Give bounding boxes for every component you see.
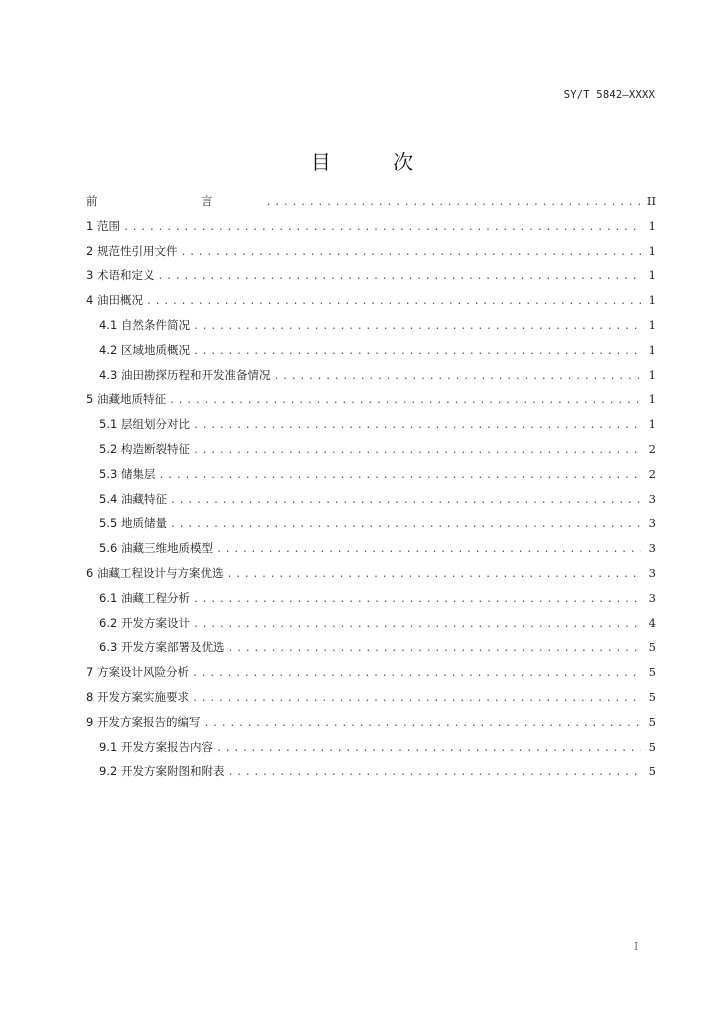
toc-entry-label: 6.2 开发方案设计 — [99, 615, 190, 630]
toc-dot-leader — [193, 344, 641, 360]
toc-entry-page: 1 — [648, 268, 656, 283]
toc-dot-leader — [193, 418, 641, 434]
toc-entry-page: 1 — [648, 367, 656, 382]
table-of-contents — [86, 193, 656, 788]
toc-entry-label: 2 规范性引用文件 — [86, 243, 178, 258]
toc-entry-page: 3 — [648, 590, 656, 605]
toc-entry[interactable] — [86, 317, 656, 342]
toc-dot-leader — [192, 691, 641, 707]
toc-entry[interactable] — [86, 714, 656, 739]
toc-entry[interactable] — [86, 763, 656, 788]
toc-entry[interactable] — [86, 491, 656, 516]
page-title: 目 次 — [310, 150, 442, 174]
toc-dot-leader — [146, 294, 641, 310]
toc-entry-label: 4.3 油田勘探历程和开发准备情况 — [99, 367, 271, 382]
toc-entry-page: 1 — [648, 218, 656, 233]
toc-entry[interactable] — [86, 739, 656, 764]
toc-dot-leader — [169, 393, 641, 409]
toc-dot-leader — [170, 493, 641, 509]
toc-entry-page: II — [646, 194, 656, 208]
toc-entry[interactable] — [86, 466, 656, 491]
toc-entry-label: 4 油田概况 — [86, 293, 143, 308]
toc-entry-label: 5.3 储集层 — [99, 466, 156, 481]
toc-dot-leader — [266, 195, 641, 211]
toc-dot-leader — [123, 220, 641, 236]
toc-entry[interactable] — [86, 193, 656, 218]
toc-entry[interactable] — [86, 590, 656, 615]
toc-dot-leader — [227, 641, 641, 657]
toc-entry-label: 9.2 开发方案附图和附表 — [99, 764, 225, 779]
toc-entry-label: 6 油藏工程设计与方案优选 — [86, 565, 224, 580]
toc-entry-page: 5 — [648, 640, 656, 655]
toc-entry-label: 1 范围 — [86, 218, 120, 233]
toc-entry-label: 5 油藏地质特征 — [86, 392, 166, 407]
toc-dot-leader — [193, 617, 641, 633]
toc-entry-label: 4.1 自然条件简况 — [99, 317, 190, 332]
toc-dot-leader — [192, 666, 641, 682]
toc-entry-label: 5.2 构造断裂特征 — [99, 441, 190, 456]
toc-entry[interactable] — [86, 664, 656, 689]
toc-entry[interactable] — [86, 243, 656, 268]
toc-entry-page: 1 — [648, 417, 656, 432]
toc-dot-leader — [226, 567, 641, 583]
toc-dot-leader — [157, 269, 641, 285]
standard-code: SY/T 5842—XXXX — [563, 89, 655, 101]
toc-entry-page: 3 — [648, 565, 656, 580]
toc-entry-label: 9.1 开发方案报告内容 — [99, 739, 213, 754]
toc-entry-page: 3 — [648, 541, 656, 556]
toc-entry-page: 4 — [648, 615, 656, 630]
toc-entry[interactable] — [86, 218, 656, 243]
toc-entry[interactable] — [86, 267, 656, 292]
toc-dot-leader — [227, 765, 641, 781]
toc-entry-page: 3 — [648, 491, 656, 506]
toc-entry[interactable] — [86, 689, 656, 714]
toc-entry-page: 5 — [648, 689, 656, 704]
toc-dot-leader — [203, 716, 641, 732]
toc-entry[interactable] — [86, 540, 656, 565]
toc-entry[interactable] — [86, 639, 656, 664]
toc-dot-leader — [170, 517, 641, 533]
toc-dot-leader — [216, 741, 641, 757]
toc-entry-label: 5.5 地质储量 — [99, 516, 167, 531]
page-number: I — [634, 940, 639, 953]
toc-dot-leader — [273, 369, 641, 385]
toc-entry[interactable] — [86, 391, 656, 416]
toc-entry-label: 5.4 油藏特征 — [99, 491, 167, 506]
toc-entry-label: 6.3 开发方案部署及优选 — [99, 640, 225, 655]
toc-entry-label: 4.2 区域地质概况 — [99, 342, 190, 357]
toc-entry-page: 3 — [648, 516, 656, 531]
toc-entry-label: 7 方案设计风险分析 — [86, 665, 189, 680]
toc-entry[interactable] — [86, 367, 656, 392]
toc-entry-label: 6.1 油藏工程分析 — [99, 590, 190, 605]
toc-entry-label: 9 开发方案报告的编写 — [86, 714, 201, 729]
toc-entry-page: 2 — [648, 441, 656, 456]
toc-entry-page: 1 — [648, 317, 656, 332]
toc-dot-leader — [158, 468, 641, 484]
toc-entry-label: 5.6 油藏三维地质模型 — [99, 541, 213, 556]
toc-entry[interactable] — [86, 441, 656, 466]
toc-entry[interactable] — [86, 416, 656, 441]
toc-entry-label: 3 术语和定义 — [86, 268, 155, 283]
toc-entry[interactable] — [86, 565, 656, 590]
toc-entry-label: 5.1 层组划分对比 — [99, 417, 190, 432]
toc-dot-leader — [193, 592, 641, 608]
toc-entry[interactable] — [86, 515, 656, 540]
toc-entry-label: 前 言 — [86, 194, 263, 208]
toc-entry-page: 5 — [648, 739, 656, 754]
toc-dot-leader — [193, 319, 641, 335]
toc-dot-leader — [216, 542, 641, 558]
toc-entry-label: 8 开发方案实施要求 — [86, 689, 189, 704]
toc-entry-page: 1 — [648, 293, 656, 308]
toc-entry[interactable] — [86, 615, 656, 640]
toc-entry-page: 2 — [648, 466, 656, 481]
toc-entry-page: 1 — [648, 392, 656, 407]
toc-dot-leader — [193, 443, 641, 459]
toc-entry-page: 5 — [648, 714, 656, 729]
toc-entry-page: 1 — [648, 342, 656, 357]
toc-entry[interactable] — [86, 342, 656, 367]
toc-entry[interactable] — [86, 292, 656, 317]
toc-entry-page: 1 — [648, 243, 656, 258]
toc-dot-leader — [180, 245, 641, 261]
toc-entry-page: 5 — [648, 665, 656, 680]
toc-entry-page: 5 — [648, 764, 656, 779]
